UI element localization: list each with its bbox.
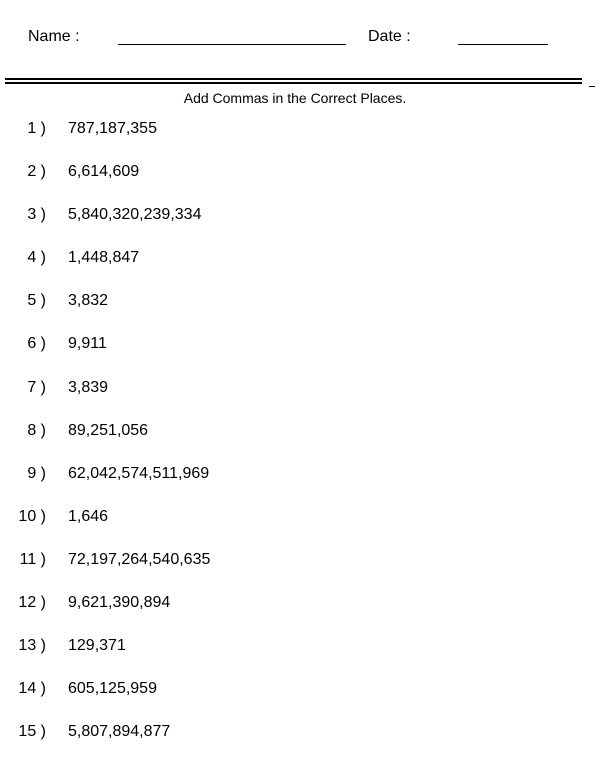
problem-value: 62,042,574,511,969 bbox=[68, 464, 210, 482]
problem-value: 5,840,320,239,334 bbox=[68, 206, 202, 224]
problem-item bbox=[0, 722, 600, 765]
problem-number: 4 ) bbox=[27, 249, 46, 267]
name-blank-line[interactable] bbox=[118, 44, 346, 45]
problem-item bbox=[0, 205, 600, 248]
worksheet-header bbox=[0, 28, 600, 52]
problem-value: 3,832 bbox=[68, 292, 109, 310]
problem-item bbox=[0, 679, 600, 722]
problem-item bbox=[0, 291, 600, 334]
problem-value: 9,911 bbox=[68, 335, 107, 353]
problem-number: 3 ) bbox=[27, 206, 46, 224]
problem-item bbox=[0, 593, 600, 636]
problem-item bbox=[0, 119, 600, 162]
problem-item bbox=[0, 464, 600, 507]
problem-item bbox=[0, 378, 600, 421]
problem-item bbox=[0, 248, 600, 291]
problem-list bbox=[0, 119, 600, 765]
problem-value: 129,371 bbox=[68, 637, 126, 655]
problem-number: 1 ) bbox=[27, 120, 46, 137]
problem-item bbox=[0, 421, 600, 464]
problem-value: 6,614,609 bbox=[68, 163, 140, 181]
problem-value: 5,807,894,877 bbox=[68, 723, 171, 741]
problem-item bbox=[0, 636, 600, 679]
problem-number: 9 ) bbox=[27, 464, 46, 482]
instruction-text: Add Commas in the Correct Places. bbox=[183, 90, 407, 106]
problem-item bbox=[0, 334, 600, 377]
problem-number: 2 ) bbox=[27, 163, 46, 181]
problem-item bbox=[0, 162, 600, 205]
problem-value: 3,839 bbox=[68, 378, 109, 396]
problem-number: 8 ) bbox=[27, 421, 46, 439]
problem-item bbox=[0, 550, 600, 593]
name-label: Name : bbox=[28, 28, 80, 45]
problem-number: 12 ) bbox=[18, 594, 46, 612]
problem-number: 6 ) bbox=[27, 335, 46, 353]
problem-value: 72,197,264,540,635 bbox=[68, 550, 211, 568]
header-divider bbox=[5, 78, 582, 84]
problem-number: 14 ) bbox=[18, 680, 46, 698]
problem-number: 11 ) bbox=[19, 550, 46, 568]
problem-number: 15 ) bbox=[18, 723, 46, 741]
divider-tick-mark bbox=[589, 86, 595, 87]
problem-value: 89,251,056 bbox=[68, 421, 149, 439]
date-blank-line[interactable] bbox=[458, 44, 548, 45]
problem-value: 9,621,390,894 bbox=[68, 594, 171, 612]
date-label: Date : bbox=[368, 28, 411, 45]
problem-number: 5 ) bbox=[27, 292, 46, 310]
problem-item bbox=[0, 507, 600, 550]
problem-number: 13 ) bbox=[18, 637, 46, 655]
problem-number: 7 ) bbox=[27, 378, 46, 396]
problem-number: 10 ) bbox=[18, 507, 46, 525]
problem-value: 1,646 bbox=[68, 507, 109, 525]
problem-value: 1,448,847 bbox=[68, 249, 140, 267]
problem-value: 787,187,355 bbox=[68, 120, 157, 137]
problem-value: 605,125,959 bbox=[68, 680, 157, 698]
